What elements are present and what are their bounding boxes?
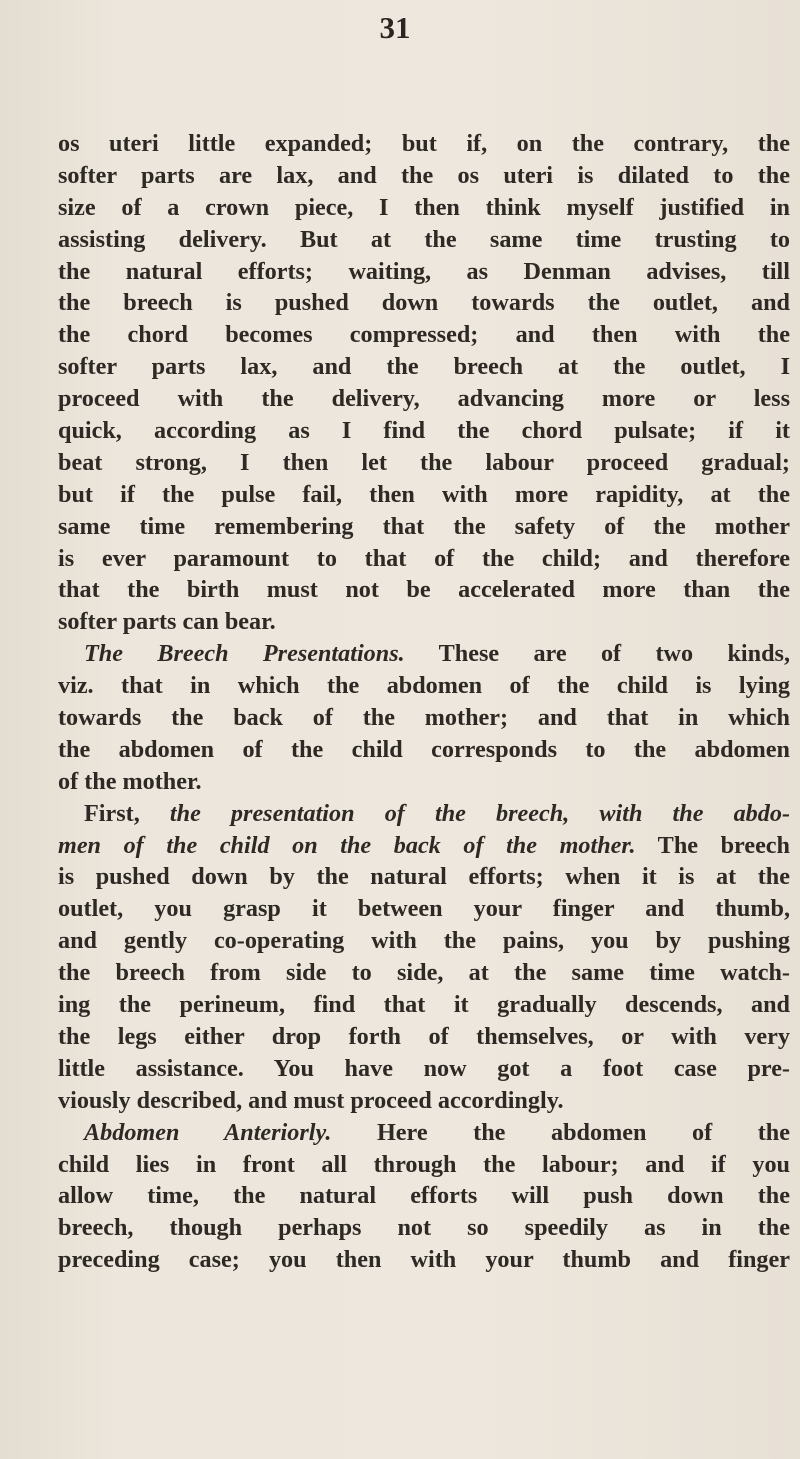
text-segment: beat strong, I then let the labour proceed gradual; — [58, 448, 790, 476]
text-segment: the breech from side to side, at the same time watch- — [58, 959, 790, 987]
italic-text: The Breech Presentations. — [84, 640, 405, 668]
text-line — [58, 766, 790, 798]
text-line — [58, 1053, 790, 1085]
text-segment: The breech — [635, 831, 790, 859]
text-line — [58, 543, 790, 575]
text-segment: that the birth must not be accelerated more than the — [58, 576, 790, 604]
text-segment: First, — [84, 799, 170, 827]
text-segment: preceding case; you then with your thumb and finger — [58, 1246, 790, 1274]
text-segment: of the mother. — [58, 767, 202, 795]
text-line — [58, 670, 790, 702]
text-line — [58, 893, 790, 925]
text-line — [58, 1085, 790, 1117]
italic-text: men of the child on the back of the mother. — [58, 831, 636, 859]
text-segment: viously described, and must proceed accordingly. — [58, 1086, 564, 1114]
text-segment: Here the abdomen of the — [331, 1118, 790, 1146]
page-number: 31 — [379, 10, 411, 45]
text-segment: the legs either drop forth of themselves, or with very — [58, 1022, 790, 1050]
text-line — [58, 925, 790, 957]
text-segment: child lies in front all through the labour; and if you — [58, 1150, 790, 1178]
text-line — [58, 383, 790, 415]
text-segment: softer parts are lax, and the os uteri is dilated to the — [58, 161, 790, 189]
text-line — [58, 447, 790, 479]
text-segment: is pushed down by the natural efforts; when it is at the — [58, 863, 790, 891]
italic-text: the presentation of the breech, with the abdo- — [169, 799, 790, 827]
text-line — [58, 415, 790, 447]
text-segment: breech, though perhaps not so speedily as in the — [58, 1214, 790, 1242]
text-line — [58, 351, 790, 383]
text-line — [58, 1021, 790, 1053]
text-line — [58, 1180, 790, 1212]
text-line — [58, 1212, 790, 1244]
text-line — [58, 128, 790, 160]
text-line — [58, 479, 790, 511]
text-segment: allow time, the natural efforts will push down the — [58, 1182, 790, 1210]
text-line — [58, 160, 790, 192]
text-line — [58, 957, 790, 989]
text-line — [58, 1149, 790, 1181]
text-line — [58, 606, 790, 638]
text-line — [58, 861, 790, 893]
text-segment: proceed with the delivery, advancing more or less — [58, 385, 790, 413]
text-segment: softer parts can bear. — [58, 608, 276, 636]
text-line — [58, 287, 790, 319]
italic-text: Abdomen Anteriorly. — [84, 1118, 332, 1146]
text-segment: outlet, you grasp it between your finger and thumb, — [58, 895, 790, 923]
text-segment: towards the back of the mother; and that in which — [58, 704, 790, 732]
text-segment: is ever paramount to that of the child; and therefore — [58, 544, 790, 572]
text-segment: size of a crown piece, I then think myself justified in — [58, 193, 790, 221]
text-segment: viz. that in which the abdomen of the child is lying — [58, 672, 790, 700]
text-segment: These are of two kinds, — [404, 640, 790, 668]
text-line — [58, 574, 790, 606]
text-line — [58, 192, 790, 224]
text-line — [58, 1244, 790, 1276]
text-segment: same time remembering that the safety of the mother — [58, 512, 790, 540]
text-line — [58, 224, 790, 256]
text-segment: the breech is pushed down towards the outlet, and — [58, 289, 790, 317]
text-segment: quick, according as I find the chord pulsate; if it — [58, 417, 790, 445]
text-line — [58, 830, 790, 862]
text-line — [58, 319, 790, 351]
text-segment: assisting delivery. But at the same time trusting to — [58, 225, 790, 253]
body-text — [58, 128, 790, 1276]
text-segment: and gently co-operating with the pains, you by pushing — [58, 927, 790, 955]
text-line — [58, 734, 790, 766]
text-line — [58, 702, 790, 734]
text-line — [58, 511, 790, 543]
text-segment: but if the pulse fail, then with more rapidity, at the — [58, 480, 790, 508]
text-line — [58, 638, 790, 670]
text-segment: os uteri little expanded; but if, on the contrary, the — [58, 130, 790, 157]
text-line — [58, 989, 790, 1021]
text-segment: little assistance. You have now got a foot case pre- — [58, 1054, 790, 1082]
text-line — [58, 256, 790, 288]
text-segment: the abdomen of the child corresponds to the abdomen — [58, 735, 790, 763]
text-line — [58, 1117, 790, 1149]
text-segment: the chord becomes compressed; and then with the — [58, 321, 790, 349]
text-segment: the natural efforts; waiting, as Denman advises, till — [58, 257, 790, 285]
text-segment: softer parts lax, and the breech at the outlet, I — [58, 353, 790, 381]
text-segment: ing the perineum, find that it gradually descends, and — [58, 991, 790, 1019]
text-line — [58, 798, 790, 830]
